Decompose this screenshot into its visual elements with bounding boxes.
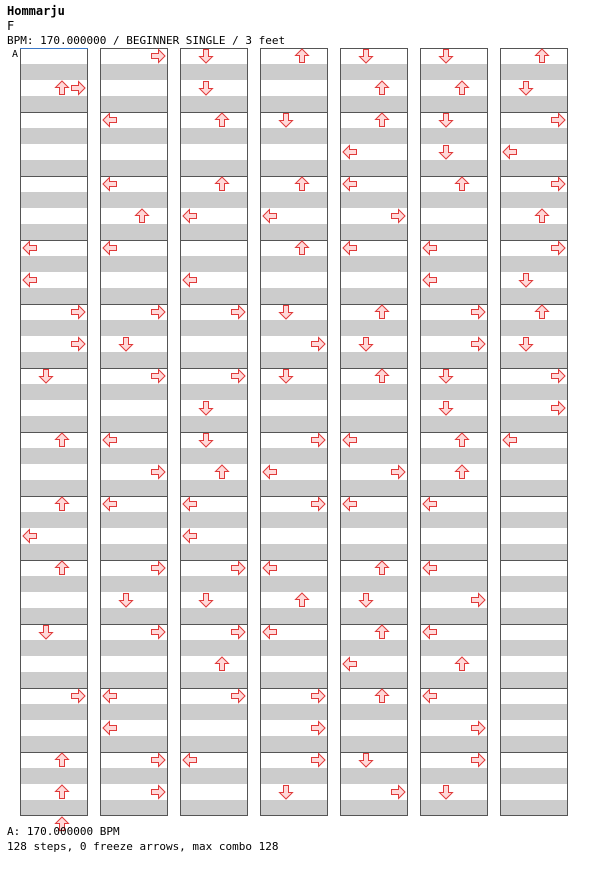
bpm-summary: A: 170.000000 BPM [7,825,120,838]
bpm-marker-label: A [12,49,19,60]
chart-info: BPM: 170.000000 / BEGINNER SINGLE / 3 feet [7,34,286,47]
chart-column [420,48,488,816]
song-artist: F [7,19,15,33]
song-title: Hommarju [7,4,65,18]
chart-column [340,48,408,816]
step-summary: 128 steps, 0 freeze arrows, max combo 128 [7,840,279,853]
chart-column [260,48,328,816]
chart-column [180,48,248,816]
chart-column [20,48,88,816]
chart-column [500,48,568,816]
chart-column [100,48,168,816]
